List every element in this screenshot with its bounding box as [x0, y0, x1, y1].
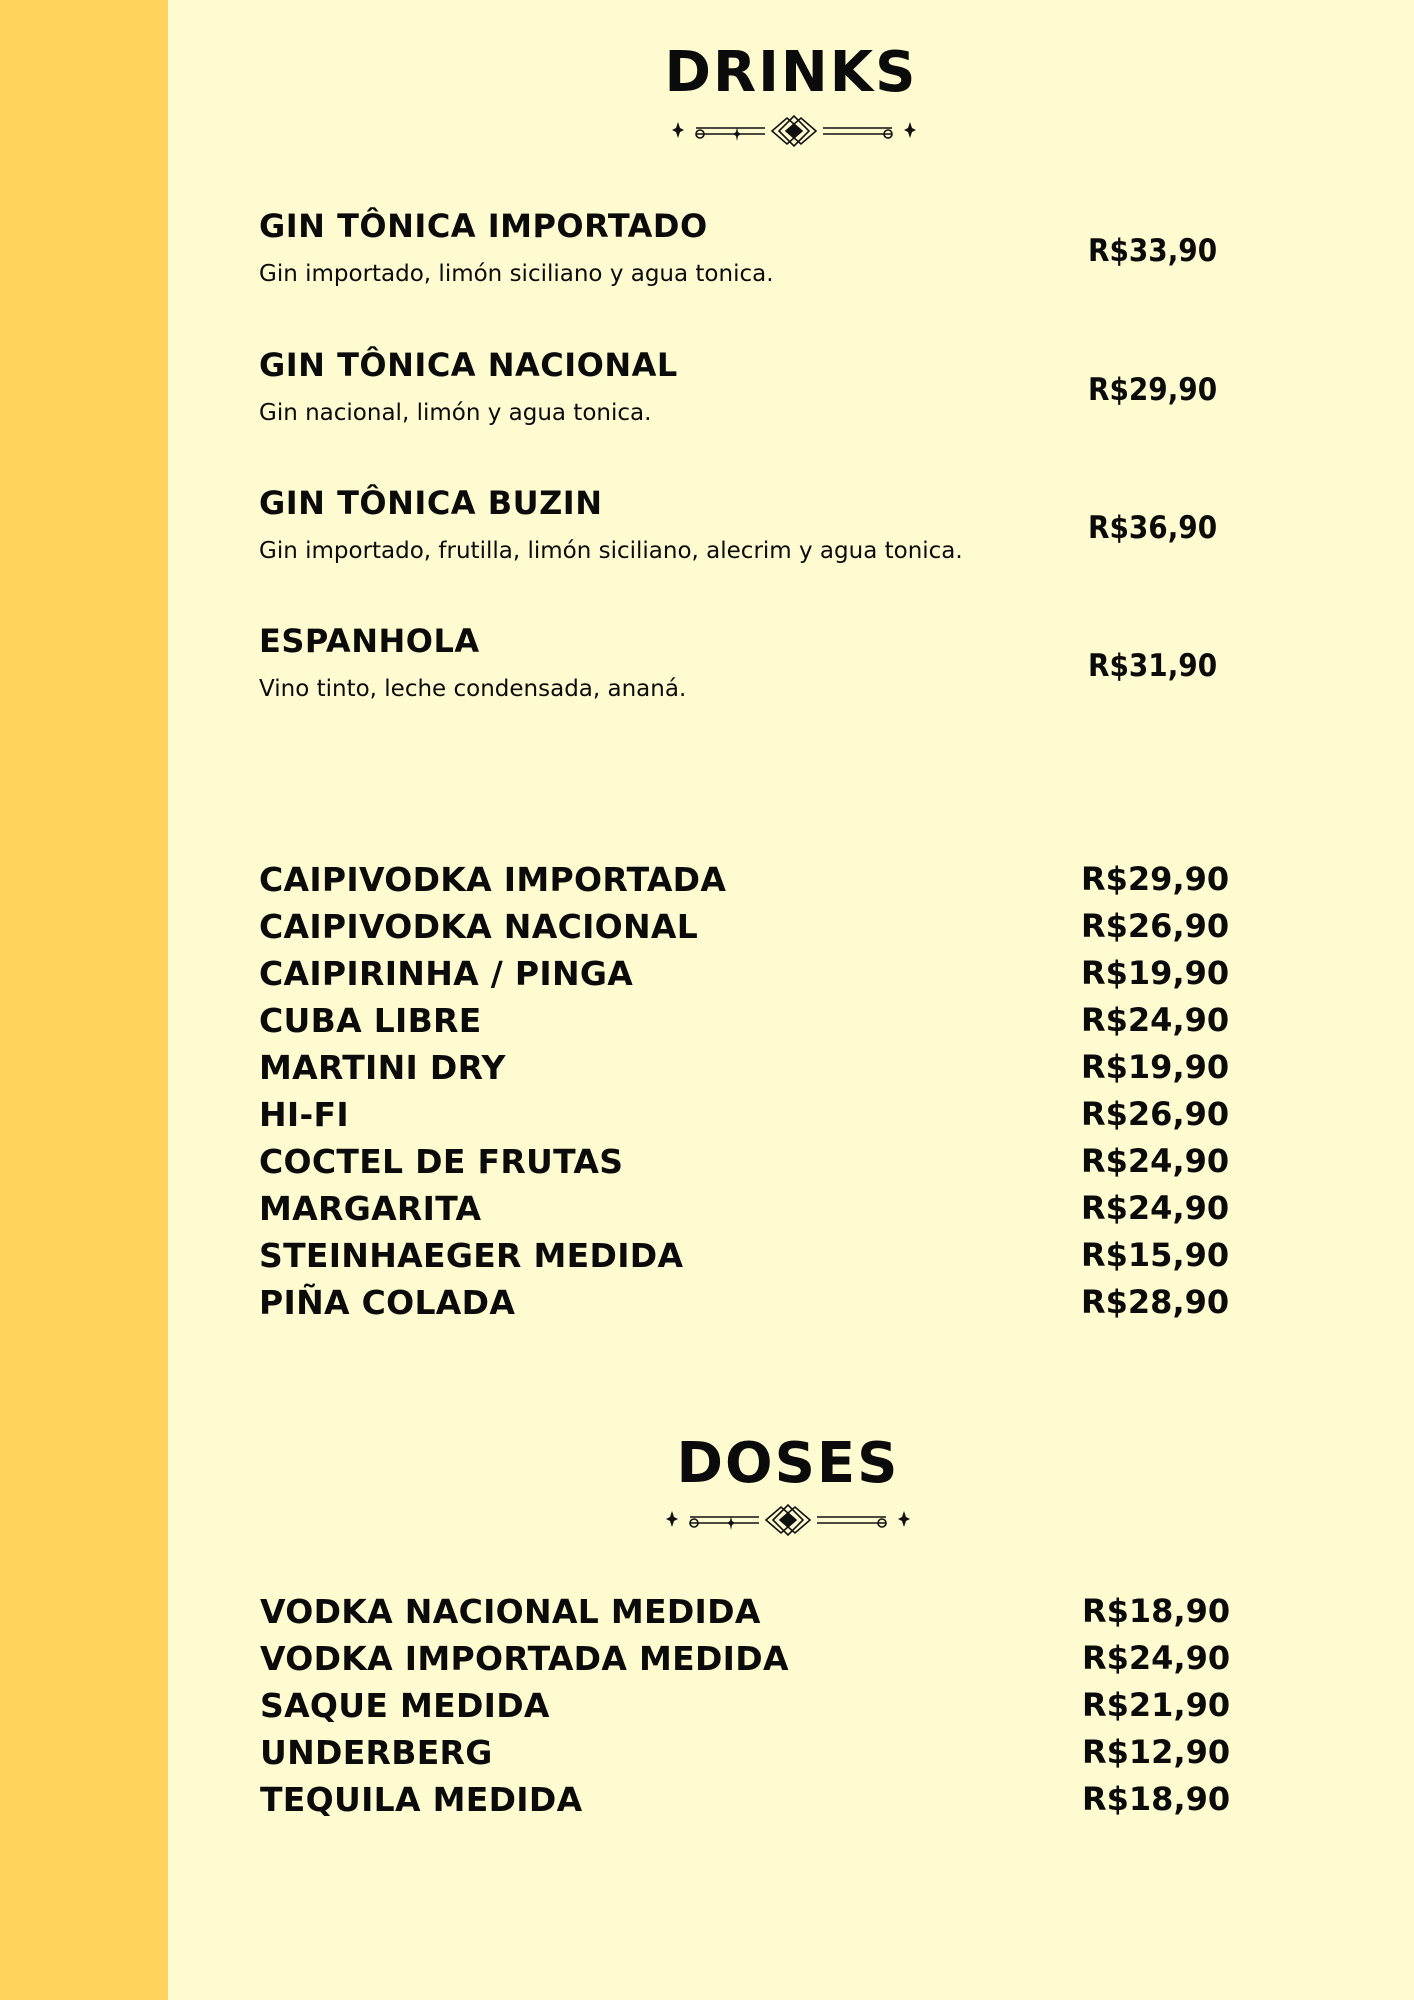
item-price: R$18,90 [1082, 1780, 1231, 1818]
drink-list-item [259, 1001, 1230, 1047]
item-price: R$31,90 [1088, 648, 1218, 684]
item-price: R$24,90 [1081, 1189, 1230, 1227]
item-name: GIN TÔNICA BUZIN [259, 484, 603, 522]
item-name: GIN TÔNICA IMPORTADO [259, 207, 708, 245]
dose-list-item [260, 1639, 1231, 1685]
item-name: CAIPIRINHA / PINGA [259, 954, 634, 993]
dose-list-item [260, 1780, 1231, 1826]
drink-list-item [259, 1283, 1230, 1329]
item-name: CAIPIVODKA IMPORTADA [259, 860, 727, 899]
item-name: PIÑA COLADA [259, 1283, 516, 1322]
drink-list-item [259, 1142, 1230, 1188]
item-name: MARTINI DRY [259, 1048, 506, 1087]
drink-list-item [259, 1048, 1230, 1094]
item-price: R$29,90 [1088, 372, 1218, 408]
item-name: MARGARITA [259, 1189, 482, 1228]
item-price: R$24,90 [1082, 1639, 1231, 1677]
item-name: GIN TÔNICA NACIONAL [259, 346, 678, 384]
dose-list-item [260, 1592, 1231, 1638]
item-price: R$24,90 [1081, 1142, 1230, 1180]
dose-list-item [260, 1686, 1231, 1732]
item-description: Vino tinto, leche condensada, ananá. [259, 676, 687, 702]
section-title-drinks: DRINKS [664, 40, 918, 105]
item-name: VODKA IMPORTADA MEDIDA [260, 1639, 789, 1678]
item-price: R$12,90 [1082, 1733, 1231, 1771]
dose-list-item [260, 1733, 1231, 1779]
item-price: R$19,90 [1081, 1048, 1230, 1086]
drink-list-item [259, 1236, 1230, 1282]
item-price: R$36,90 [1088, 510, 1218, 546]
item-description: Gin importado, frutilla, limón siciliano, alecrim y agua tonica. [259, 538, 963, 564]
item-price: R$19,90 [1081, 954, 1230, 992]
ornament-divider-icon [664, 112, 924, 148]
drink-list-item [259, 954, 1230, 1000]
item-name: HI-FI [259, 1095, 349, 1134]
item-price: R$15,90 [1081, 1236, 1230, 1274]
item-price: R$26,90 [1081, 907, 1230, 945]
item-price: R$24,90 [1081, 1001, 1230, 1039]
item-name: ESPANHOLA [259, 622, 480, 660]
drink-list-item [259, 860, 1230, 906]
drink-list-item [259, 907, 1230, 953]
item-name: COCTEL DE FRUTAS [259, 1142, 624, 1181]
item-name: CUBA LIBRE [259, 1001, 482, 1040]
item-name: STEINHAEGER MEDIDA [259, 1236, 684, 1275]
item-name: TEQUILA MEDIDA [260, 1780, 583, 1819]
item-price: R$18,90 [1082, 1592, 1231, 1630]
item-price: R$28,90 [1081, 1283, 1230, 1321]
ornament-divider-icon [658, 1501, 918, 1537]
item-price: R$29,90 [1081, 860, 1230, 898]
featured-drink-item [259, 484, 1218, 584]
item-price: R$21,90 [1082, 1686, 1231, 1724]
section-title-doses: DOSES [676, 1431, 900, 1496]
drink-list-item [259, 1095, 1230, 1141]
sidebar-accent-bar [0, 0, 168, 2000]
item-description: Gin nacional, limón y agua tonica. [259, 400, 652, 426]
item-name: VODKA NACIONAL MEDIDA [260, 1592, 761, 1631]
featured-drink-item [259, 622, 1218, 722]
item-name: SAQUE MEDIDA [260, 1686, 550, 1725]
item-name: CAIPIVODKA NACIONAL [259, 907, 699, 946]
featured-drink-item [259, 346, 1218, 446]
item-price: R$26,90 [1081, 1095, 1230, 1133]
drink-list-item [259, 1189, 1230, 1235]
item-price: R$33,90 [1088, 233, 1218, 269]
item-name: UNDERBERG [260, 1733, 493, 1772]
item-description: Gin importado, limón siciliano y agua tonica. [259, 261, 774, 287]
featured-drink-item [259, 207, 1218, 307]
